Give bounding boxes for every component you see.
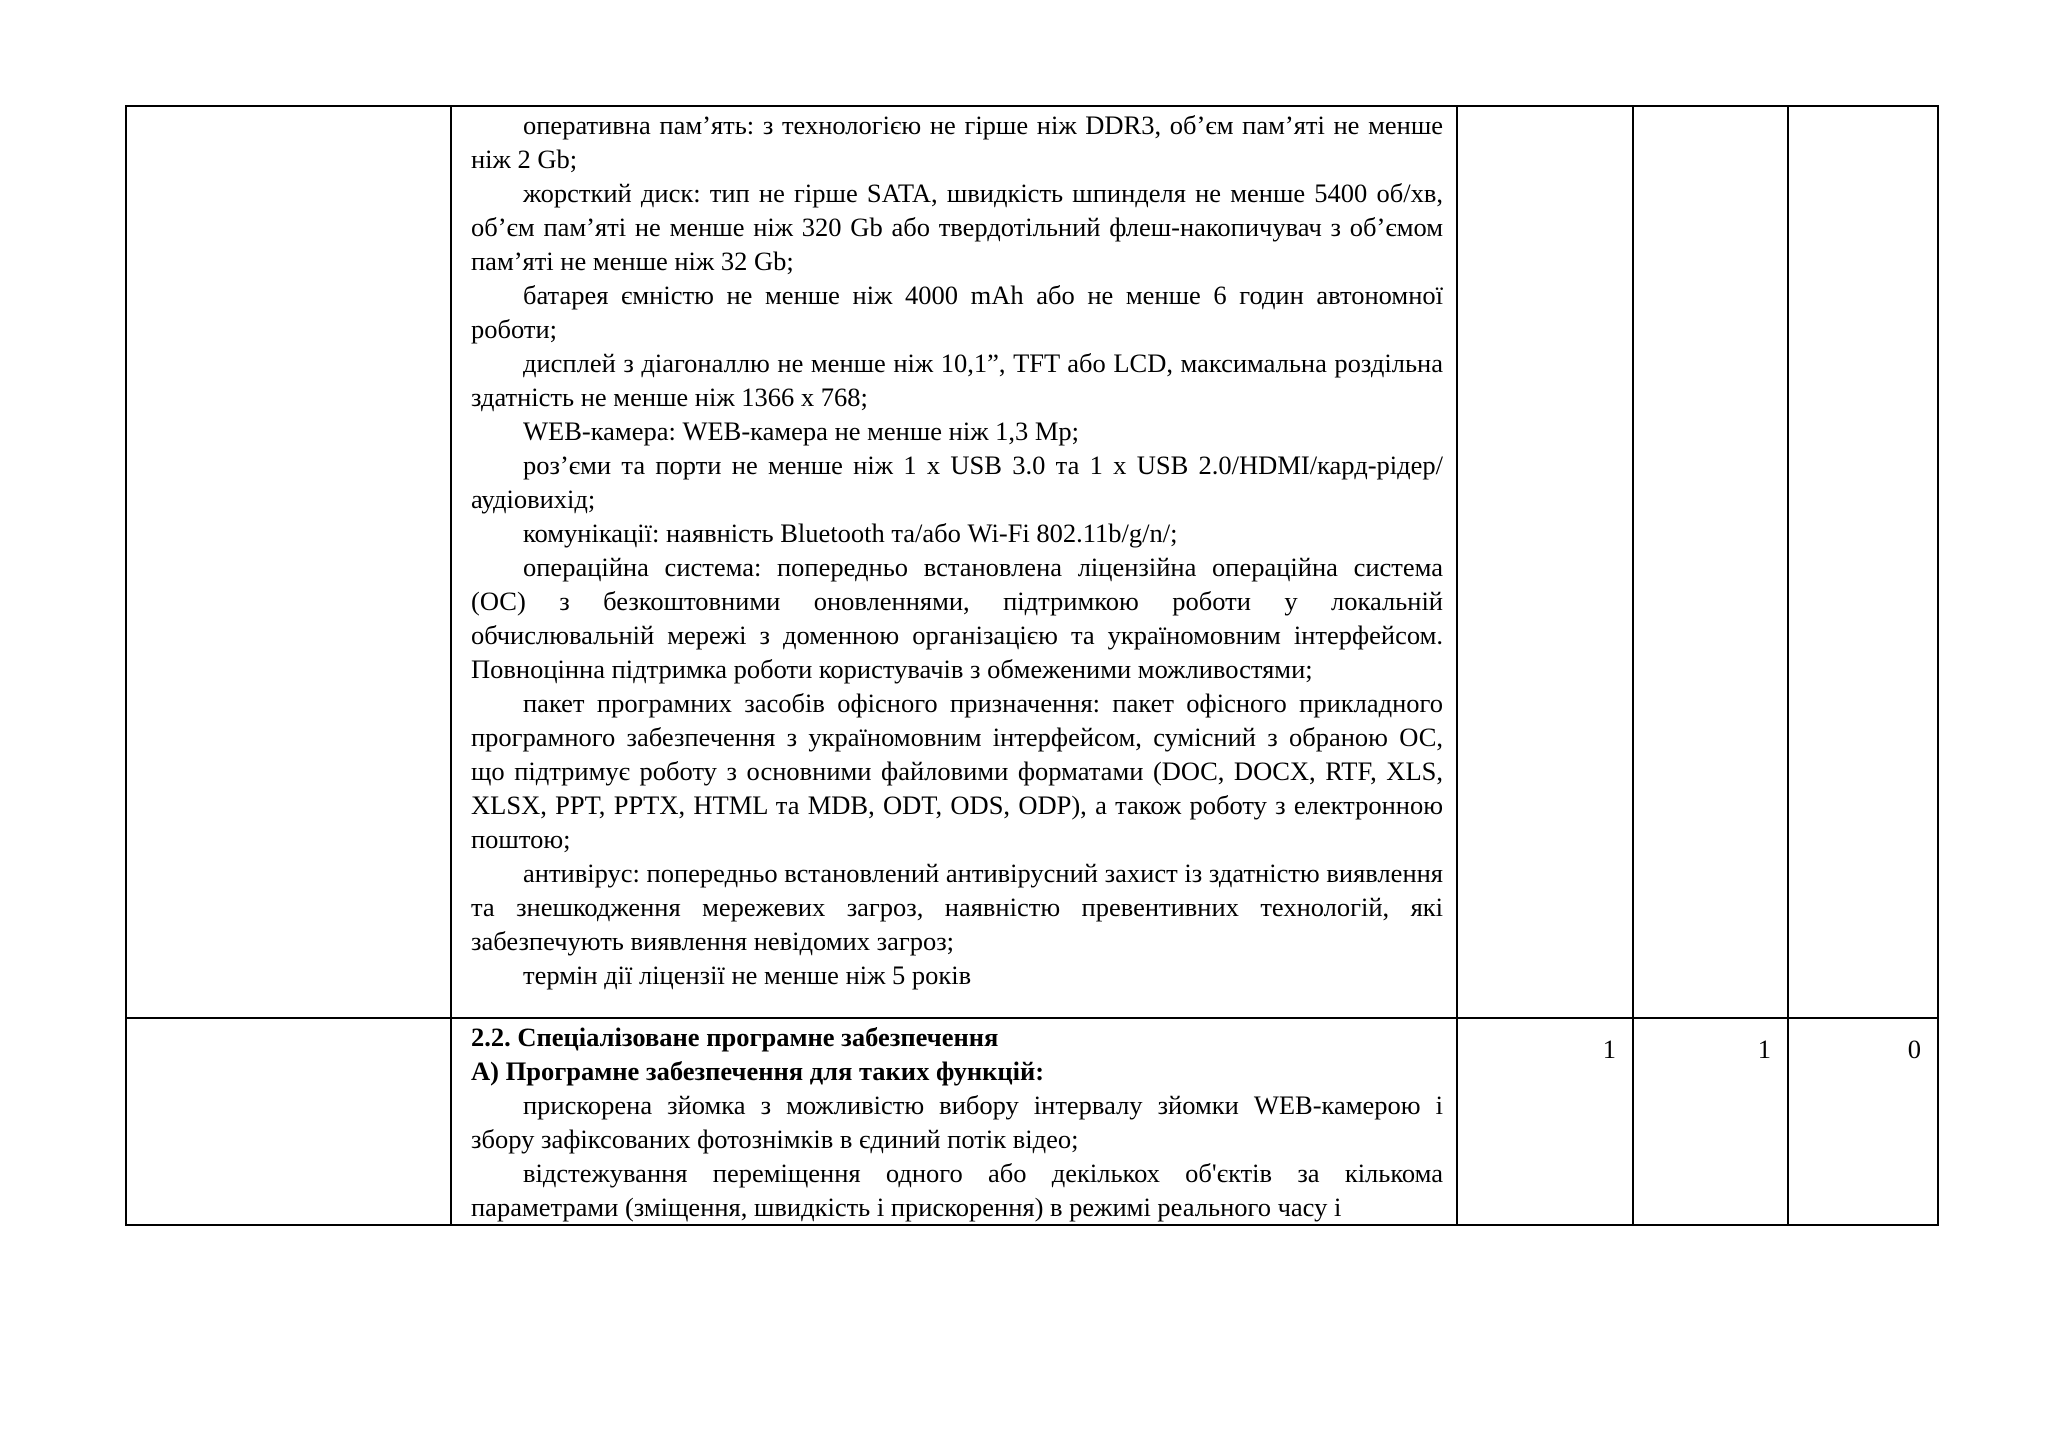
spec-paragraph-license: термін дії ліцензії не менше ніж 5 років [523,960,972,990]
table-cell-specs [451,1018,1457,1225]
spec-paragraph-communications: комунікації: наявність Bluetooth та/або Wi-Fi 802.11b/g/n/; [523,518,1178,548]
specification-table [125,105,1939,1226]
table-cell-empty [126,1018,451,1225]
spec-paragraph-timelapse: прискорена зйомка з можливістю вибору інтервалу зйомки WEB-камерою і збору зафіксованих фотознімків в єдиний потік відео; [471,1090,1443,1154]
table-cell-specs [451,106,1457,1018]
spec-paragraph-antivirus: антивірус: попередньо встановлений антивірусний захист із здатністю виявлення та знешкодження мережевих загроз, наявністю превентивних технологій, які забезпечують виявлення невідомих загроз; [471,858,1443,956]
section-heading: 2.2. Спеціалізоване програмне забезпечення [471,1022,999,1052]
spec-paragraph-disk: жорсткий диск: тип не гірше SATA, швидкість шпинделя не менше 5400 об/хв, об’єм пам’яті не менше ніж 320 Gb або твердотільний флеш-накопичувач з об’ємом пам’яті не менше ніж 32 Gb; [471,178,1443,276]
table-cell-value [1633,1018,1788,1225]
spec-paragraph-ram: оперативна пам’ять: з технологією не гірше ніж DDR3, об’єм пам’яті не менше ніж 2 Gb; [471,110,1443,174]
spec-paragraph-display: дисплей з діагоналлю не менше ніж 10,1”, TFT або LCD, максимальна роздільна здатність не менше ніж 1366 x 768; [471,348,1443,412]
spec-paragraph-ports: роз’єми та порти не менше ніж 1 x USB 3.0 та 1 x USB 2.0/HDMI/кард-рідер/аудіовихід; [471,450,1443,514]
table-cell-empty [126,106,451,1018]
spec-paragraph-webcam: WEB-камера: WEB-камера не менше ніж 1,3 Mp; [523,416,1080,446]
table-cell-value [1457,1018,1633,1225]
table-row [126,1018,1938,1225]
cell-value-col3: 1 [1602,1034,1616,1064]
table-cell-empty [1457,106,1633,1018]
spec-paragraph-tracking: відстежування переміщення одного або декількох об'єктів за кількома параметрами (зміщення, швидкість і прискорення) в режимі реального часу і [471,1158,1443,1222]
spec-paragraph-battery: батарея ємністю не менше ніж 4000 mAh або не менше 6 годин автономної роботи; [471,280,1443,344]
spec-paragraph-office: пакет програмних засобів офісного призначення: пакет офісного прикладного програмного забезпечення з україномовним інтерфейсом, сумісний з обраною ОС, що підтримує роботу з основними файловими форматами (DOC, DOCX, RTF, XLS, XLSX, PPT, PPTX, HTML та MDB, ODT, ODS, ODP), а також роботу з електронною поштою; [471,688,1443,854]
table-cell-empty [1788,106,1938,1018]
table-cell-value [1788,1018,1938,1225]
cell-value-col4: 1 [1757,1034,1771,1064]
section-subheading: А) Програмне забезпечення для таких функцій: [471,1056,1045,1086]
cell-value-col5: 0 [1907,1034,1921,1064]
table-cell-empty [1633,106,1788,1018]
table-row [126,106,1938,1018]
spec-paragraph-os: операційна система: попередньо встановлена ліцензійна операційна система (ОС) з безкоштовними оновленнями, підтримкою роботи у локальній обчислювальній мережі з доменною організацією та україномовним інтерфейсом. Повноцінна підтримка роботи користувачів з обмеженими можливостями; [471,552,1443,684]
